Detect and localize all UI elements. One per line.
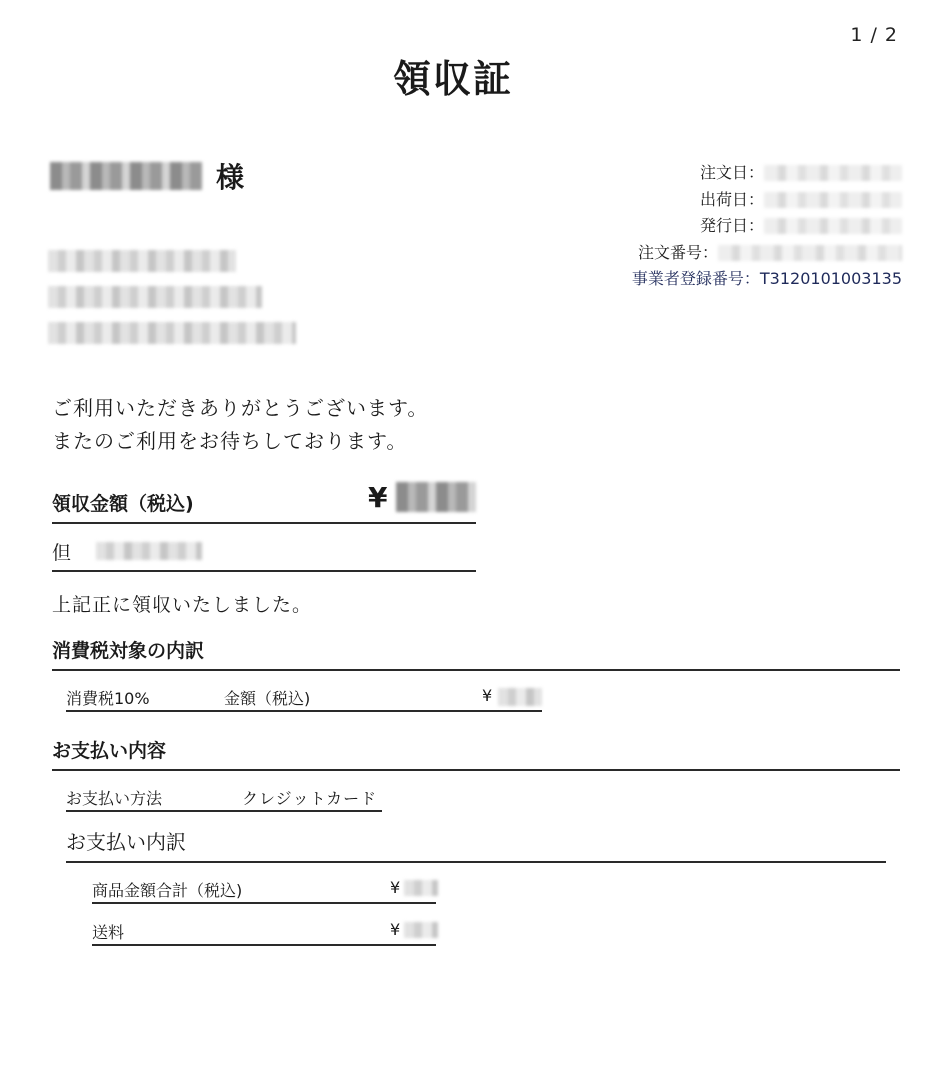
page-number: 1 / 2 bbox=[850, 24, 898, 46]
payment-method-value: クレジットカード bbox=[242, 789, 378, 808]
tax-amount-label: 金額（税込) bbox=[224, 689, 311, 708]
address-line-3 bbox=[48, 322, 296, 344]
recipient-name-redacted bbox=[50, 162, 202, 190]
shipping-currency: ¥ bbox=[390, 920, 401, 939]
receipt-amount-redacted bbox=[396, 482, 476, 512]
order-date-row bbox=[632, 160, 902, 187]
tax-amount-currency: ¥ bbox=[482, 686, 493, 705]
payment-heading: お支払い内容 bbox=[52, 736, 900, 771]
document-title: 領収証 bbox=[392, 57, 513, 101]
shipping-redacted bbox=[404, 922, 438, 938]
order-number-row bbox=[632, 240, 902, 267]
order-date-label: 注文日： bbox=[699, 163, 764, 182]
subtotal-currency: ¥ bbox=[390, 878, 401, 897]
subtotal-row bbox=[92, 874, 436, 904]
payment-breakdown-heading: お支払い内訳 bbox=[66, 826, 886, 863]
ship-date-redacted bbox=[764, 192, 902, 208]
order-date-redacted bbox=[764, 165, 902, 181]
payment-method-label: お支払い方法 bbox=[66, 789, 163, 808]
order-number-label: 注文番号： bbox=[637, 242, 718, 262]
registration-row bbox=[632, 266, 902, 293]
subtotal-label: 商品金額合計（税込) bbox=[92, 881, 243, 900]
recipient-honorific: 様 bbox=[216, 161, 245, 194]
order-number-redacted bbox=[718, 245, 902, 261]
subtotal-redacted bbox=[404, 880, 438, 896]
shipping-label: 送料 bbox=[92, 923, 125, 942]
issue-date-label: 発行日： bbox=[699, 216, 764, 235]
shipping-row bbox=[92, 916, 436, 946]
proviso-label: 但 bbox=[52, 542, 72, 564]
payment-method-row bbox=[66, 784, 382, 812]
order-info bbox=[632, 160, 902, 293]
proviso-row bbox=[52, 530, 476, 572]
issue-date-row bbox=[632, 213, 902, 240]
ship-date-label: 出荷日： bbox=[699, 189, 764, 209]
tax-rate-label: 消費税10% bbox=[66, 689, 150, 708]
address-line-1 bbox=[48, 250, 236, 272]
receipt-amount-label: 領収金額（税込) bbox=[52, 493, 194, 515]
tax-breakdown-row bbox=[66, 684, 542, 712]
thanks-line-1: ご利用いただきありがとうございます。 bbox=[52, 396, 429, 420]
address-line-2 bbox=[48, 286, 262, 308]
thanks-line-2: またのご利用をお待ちしております。 bbox=[52, 429, 408, 453]
issue-date-redacted bbox=[764, 218, 902, 234]
recipient-address-redacted bbox=[48, 250, 296, 358]
ship-date-row bbox=[632, 187, 902, 214]
received-statement: 上記正に領収いたしました。 bbox=[52, 594, 313, 616]
tax-amount-redacted bbox=[498, 688, 542, 706]
receipt-amount-row bbox=[52, 480, 476, 524]
registration-label: 事業者登録番号： bbox=[631, 269, 760, 288]
registration-number: T3120101003135 bbox=[759, 269, 902, 288]
proviso-redacted bbox=[96, 542, 202, 560]
tax-breakdown-heading: 消費税対象の内訳 bbox=[52, 636, 900, 671]
thanks-message bbox=[52, 392, 428, 458]
recipient bbox=[50, 160, 244, 192]
receipt-amount-currency: ¥ bbox=[368, 481, 388, 514]
